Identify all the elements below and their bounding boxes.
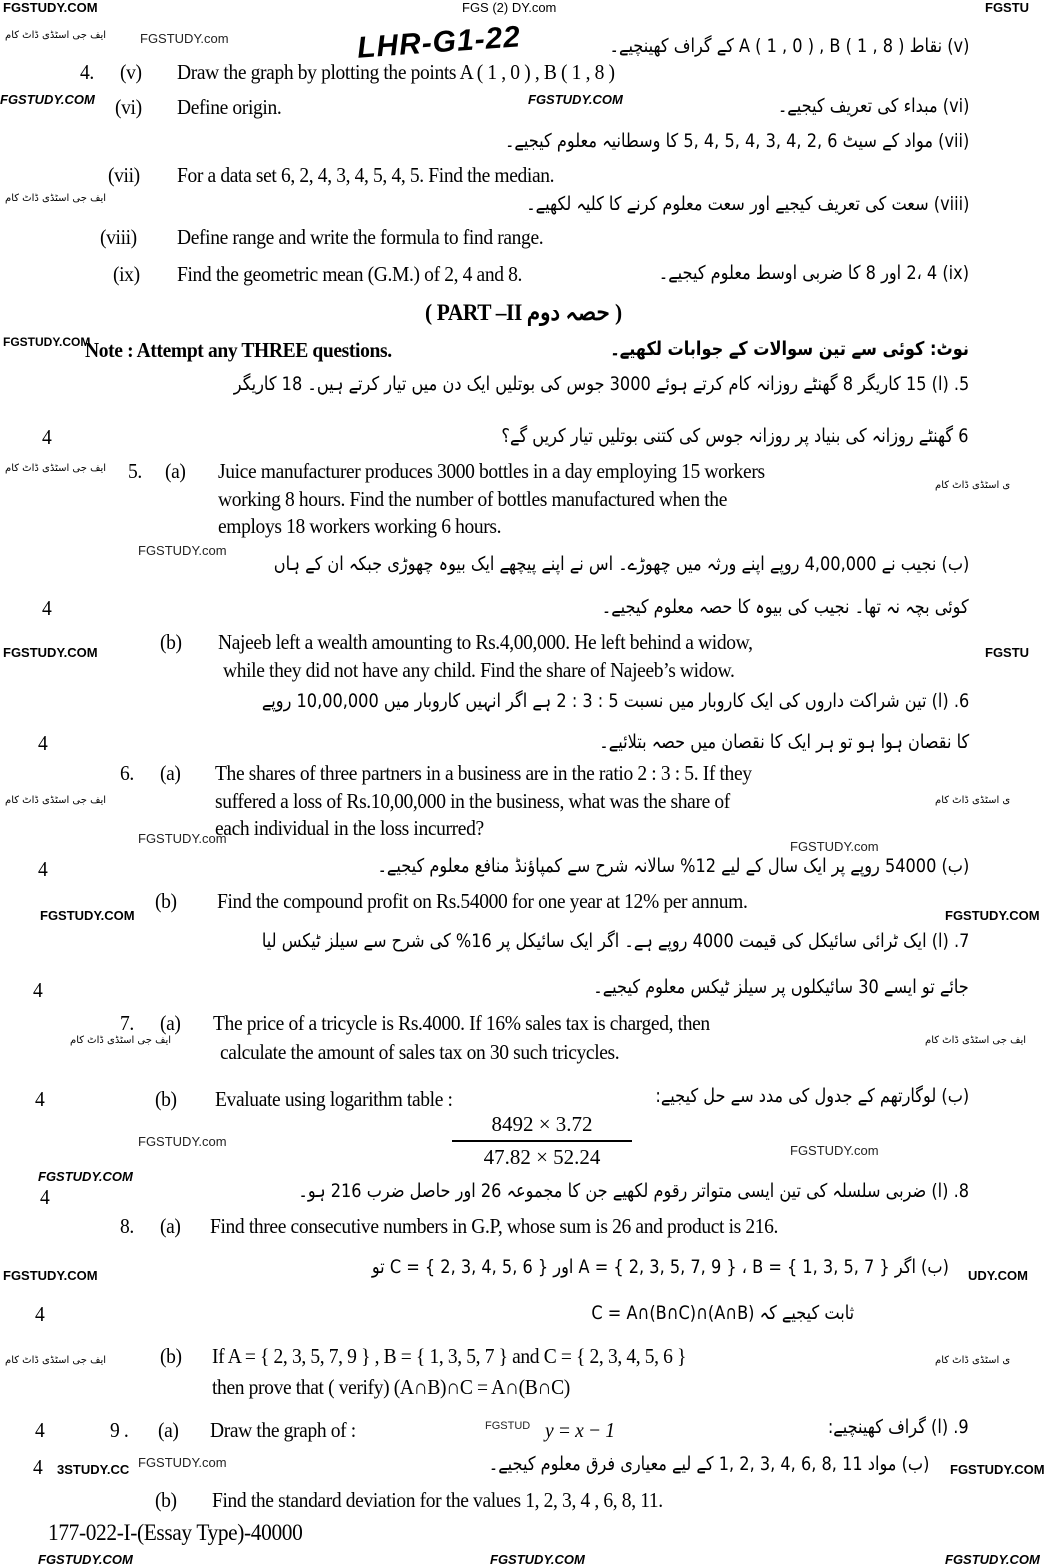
q5-a-text: working 8 hours. Find the number of bottles manufactured when the bbox=[218, 487, 727, 511]
q7-a-urdu: 7. (ا) ایک ٹرائی سائیکل کی قیمت 4000 روپے ہے۔ اگر ایک سائیکل پر 16% کی شرح سے سیلز ٹیکس لیا bbox=[261, 930, 969, 952]
q6-a-urdu: کا نقصان ہوا ہو تو ہر ایک کا نقصان میں حصہ بتلائیے۔ bbox=[599, 731, 969, 753]
watermark-urdu: ایف جی اسٹڈی ڈاٹ کام bbox=[5, 463, 107, 474]
q4-vi-text: Define origin. bbox=[177, 95, 282, 119]
watermark-urdu: ایف جی اسٹڈی ڈاٹ کام bbox=[70, 1035, 172, 1046]
q7-b-text: Evaluate using logarithm table : bbox=[215, 1087, 453, 1111]
q9-a-urdu: 9. (ا) گراف کھینچیے: bbox=[828, 1416, 969, 1438]
watermark: FGSTUDY.COM bbox=[0, 92, 95, 107]
watermark: FGSTUDY.com bbox=[138, 543, 227, 558]
watermark-urdu: ی اسٹڈی ڈاٹ کام bbox=[935, 480, 1011, 491]
paper-code: 177-022-I-(Essay Type)-40000 bbox=[48, 1520, 303, 1545]
q4-vii-label: (vii) bbox=[108, 163, 140, 187]
q7-b-label: (b) bbox=[155, 1087, 177, 1111]
watermark: UDY.COM bbox=[968, 1268, 1028, 1283]
q4-v-label: (v) bbox=[120, 60, 142, 84]
page-number-header: FGS (2) DY.com bbox=[462, 0, 557, 15]
watermark: FGSTUDY.COM bbox=[3, 335, 91, 349]
q9-b-text: Find the standard deviation for the values 1, 2, 3, 4 , 6, 8, 11. bbox=[212, 1488, 663, 1512]
marks: 4 bbox=[38, 857, 48, 881]
q5-b-label: (b) bbox=[160, 630, 182, 654]
q7-a-text: The price of a tricycle is Rs.4000. If 16% sales tax is charged, then bbox=[213, 1011, 710, 1035]
q5-a-label: (a) bbox=[165, 459, 186, 483]
q4-vii-urdu: (vii) مواد کے سیٹ 6 ,2 ,4 ,3 ,4 ,5 ,4 ,5 کا وسطانیہ معلوم کیجیے۔ bbox=[504, 130, 969, 152]
q6-a-text: The shares of three partners in a business are in the ratio 2 : 3 : 5. If they bbox=[215, 761, 752, 785]
marks: 4 bbox=[35, 1302, 45, 1326]
note: Note : Attempt any THREE questions. bbox=[85, 338, 392, 362]
q4-ix-text: Find the geometric mean (G.M.) of 2, 4 and 8. bbox=[177, 262, 523, 286]
q5-b-text: Najeeb left a wealth amounting to Rs.4,00,000. He left behind a widow, bbox=[218, 630, 753, 654]
q7-number: 7. bbox=[120, 1011, 134, 1035]
watermark-urdu: ی اسٹڈی ڈاٹ کام bbox=[935, 795, 1011, 806]
note-urdu: نوٹ: کوئی سے تین سوالات کے جوابات لکھیے۔ bbox=[610, 338, 969, 360]
q8-b-text: then prove that ( verify) (A∩B)∩C = A∩(B∩C) bbox=[212, 1375, 570, 1399]
watermark: FGSTUDY.com bbox=[138, 1134, 227, 1149]
q4-viii-label: (viii) bbox=[100, 225, 137, 249]
watermark: FGSTUDY.COM bbox=[38, 1169, 133, 1184]
marks: 4 bbox=[40, 1185, 50, 1209]
q4-v-text: Draw the graph by plotting the points A ( 1 , 0 ) , B ( 1 , 8 ) bbox=[177, 60, 615, 84]
q4-v-urdu: (v) نقاط A ( 1 , 0 ) , B ( 1 , 8 ) کے گراف کھینچیے۔ bbox=[609, 35, 969, 57]
watermark: FGSTUDY.COM bbox=[38, 1552, 133, 1567]
q8-number: 8. bbox=[120, 1214, 134, 1238]
watermark: FGSTUDY.COM bbox=[3, 0, 98, 15]
q6-a-text: suffered a loss of Rs.10,00,000 in the business, what was the share of bbox=[215, 789, 730, 813]
q4-vi-urdu: (vi) مبداء کی تعریف کیجیے۔ bbox=[777, 95, 969, 117]
watermark-urdu: ی اسٹڈی ڈاٹ کام bbox=[935, 1355, 1011, 1366]
watermark-urdu: ایف جی اسٹڈی ڈاٹ کام bbox=[5, 30, 107, 41]
watermark: FGSTU bbox=[985, 0, 1030, 15]
watermark-urdu: ایف جی اسٹڈی ڈاٹ کام bbox=[5, 193, 107, 204]
watermark: FGSTU bbox=[985, 645, 1030, 660]
q6-b-label: (b) bbox=[155, 889, 177, 913]
q4-number: 4. bbox=[80, 60, 94, 84]
handwritten-note: LHR-G1-22 bbox=[356, 20, 522, 65]
watermark-urdu: ایف جی اسٹڈی ڈاٹ کام bbox=[925, 1035, 1027, 1046]
q6-a-text: each individual in the loss incurred? bbox=[215, 816, 484, 840]
q6-a-label: (a) bbox=[160, 761, 181, 785]
part-title: ( PART –II حصہ دوم ) bbox=[425, 300, 622, 325]
q7-a-urdu: جائے تو ایسے 30 سائیکلوں پر سیلز ٹیکس معلوم کیجیے۔ bbox=[593, 976, 969, 998]
marks: 4 bbox=[42, 425, 52, 449]
q5-number: 5. bbox=[128, 459, 142, 483]
log-fraction bbox=[452, 1112, 632, 1170]
q4-vi-label: (vi) bbox=[115, 95, 142, 119]
q5-b-urdu: (ب) نجیب نے 4,00,000 روپے اپنے ورثہ میں چھوڑے۔ اس نے اپنے پیچھے ایک بیوہ چھوڑی جبکہ ان کے ہاں bbox=[273, 553, 969, 575]
q8-b-urdu: ثابت کیجیے کہ (A∩B)∩C = A∩(B∩C) bbox=[591, 1302, 854, 1324]
q8-a-text: Find three consecutive numbers in G.P, whose sum is 26 and product is 216. bbox=[210, 1214, 779, 1238]
q5-a-text: Juice manufacturer produces 3000 bottles in a day employing 15 workers bbox=[218, 459, 765, 483]
q9-equation: y = x − 1 bbox=[545, 1418, 615, 1442]
watermark: FGSTUD bbox=[485, 1420, 531, 1432]
marks: 4 bbox=[33, 1455, 43, 1479]
q6-a-urdu: 6. (ا) تین شراکت داروں کی ایک کاروبار میں نسبت 5 : 3 : 2 ہے اگر انہیں کاروبار میں 10,00,000 روپے bbox=[261, 690, 969, 712]
q8-a-urdu: 8. (ا) ضربی سلسلہ کی تین ایسی متواتر رقوم لکھیے جن کا مجموعہ 26 اور حاصل ضرب 216 ہو۔ bbox=[298, 1180, 969, 1202]
q5-a-urdu: 5. (ا) 15 کاریگر 8 گھنٹے روزانہ کام کرتے ہوئے 3000 جوس کی بوتلیں ایک دن میں تیار کرتے ہیں۔ 18 کاریگر bbox=[233, 373, 969, 395]
watermark: FGSTUDY.COM bbox=[528, 92, 623, 107]
watermark: 3STUDY.CC bbox=[57, 1462, 130, 1477]
fraction-numerator: 8492 × 3.72 bbox=[491, 1112, 593, 1136]
q4-vii-text: For a data set 6, 2, 4, 3, 4, 5, 4, 5. Find the median. bbox=[177, 163, 555, 187]
q7-b-urdu: (ب) لوگارتھم کے جدول کی مدد سے حل کیجیے: bbox=[655, 1085, 969, 1107]
watermark: FGSTUDY.com bbox=[790, 839, 879, 854]
watermark: FGSTUDY.COM bbox=[945, 1552, 1040, 1567]
q8-a-label: (a) bbox=[160, 1214, 181, 1238]
watermark: FGSTUDY.COM bbox=[945, 908, 1040, 923]
q6-b-urdu: (ب) 54000 روپے پر ایک سال کے لیے 12% سالانہ شرح سے کمپاؤنڈ منافع معلوم کیجیے۔ bbox=[377, 855, 969, 877]
q8-b-urdu: (ب) اگر A = { 2, 3, 5, 7, 9 } ، B = { 1, 3, 5, 7 } اور C = { 2, 3, 4, 5, 6 } تو bbox=[371, 1256, 949, 1278]
q5-a-text: employs 18 workers working 6 hours. bbox=[218, 514, 502, 538]
watermark: FGSTUDY.com bbox=[140, 31, 229, 46]
q5-b-urdu: کوئی بچہ نہ تھا۔ نجیب کی بیوہ کا حصہ معلوم کیجیے۔ bbox=[602, 596, 969, 618]
q9-a-text: Draw the graph of : bbox=[210, 1418, 356, 1442]
q9-b-urdu: (ب) مواد 11 ,8 ,6 ,4 ,3 ,2 ,1 کے لیے معیاری فرق معلوم کیجیے۔ bbox=[488, 1453, 929, 1475]
q9-number: 9 . bbox=[110, 1418, 129, 1442]
q9-a-label: (a) bbox=[158, 1418, 179, 1442]
watermark: FGSTUDY.COM bbox=[3, 645, 98, 660]
watermark-urdu: ایف جی اسٹڈی ڈاٹ کام bbox=[5, 1355, 107, 1366]
watermark: FGSTUDY.COM bbox=[3, 1268, 98, 1283]
watermark: FGSTUDY.COM bbox=[490, 1552, 585, 1567]
q4-viii-text: Define range and write the formula to find range. bbox=[177, 225, 544, 249]
q7-a-text: calculate the amount of sales tax on 30 such tricycles. bbox=[220, 1040, 620, 1064]
q5-a-urdu: 6 گھنٹے روزانہ کی بنیاد پر روزانہ جوس کی کتنی بوتلیں تیار کریں گے؟ bbox=[501, 425, 969, 447]
watermark: FGSTUDY.com bbox=[790, 1143, 879, 1158]
watermark: FGSTUDY.com bbox=[138, 831, 227, 846]
q4-ix-urdu: (ix) 2، 4 اور 8 کا ضربی اوسط معلوم کیجیے۔ bbox=[658, 262, 969, 284]
watermark: FGSTUDY.COM bbox=[950, 1462, 1045, 1477]
watermark-urdu: ایف جی اسٹڈی ڈاٹ کام bbox=[5, 795, 107, 806]
marks: 4 bbox=[35, 1418, 45, 1442]
marks: 4 bbox=[42, 596, 52, 620]
marks: 4 bbox=[33, 978, 43, 1002]
q9-b-label: (b) bbox=[155, 1488, 177, 1512]
q8-b-label: (b) bbox=[160, 1344, 182, 1368]
fraction-bar bbox=[452, 1140, 632, 1142]
marks: 4 bbox=[35, 1087, 45, 1111]
watermark: FGSTUDY.COM bbox=[40, 908, 135, 923]
q6-b-text: Find the compound profit on Rs.54000 for one year at 12% per annum. bbox=[217, 889, 748, 913]
marks: 4 bbox=[38, 731, 48, 755]
q5-b-text: while they did not have any child. Find the share of Najeeb’s widow. bbox=[223, 658, 735, 682]
q4-ix-label: (ix) bbox=[113, 262, 140, 286]
q8-b-text: If A = { 2, 3, 5, 7, 9 } , B = { 1, 3, 5, 7 } and C = { 2, 3, 4, 5, 6 } bbox=[212, 1344, 687, 1368]
watermark: FGSTUDY.com bbox=[138, 1455, 227, 1470]
q7-a-label: (a) bbox=[160, 1011, 181, 1035]
fraction-denominator: 47.82 × 52.24 bbox=[483, 1145, 601, 1169]
q6-number: 6. bbox=[120, 761, 134, 785]
q4-viii-urdu: (viii) سعت کی تعریف کیجیے اور سعت معلوم کرنے کا کلیہ لکھیے۔ bbox=[525, 193, 969, 215]
